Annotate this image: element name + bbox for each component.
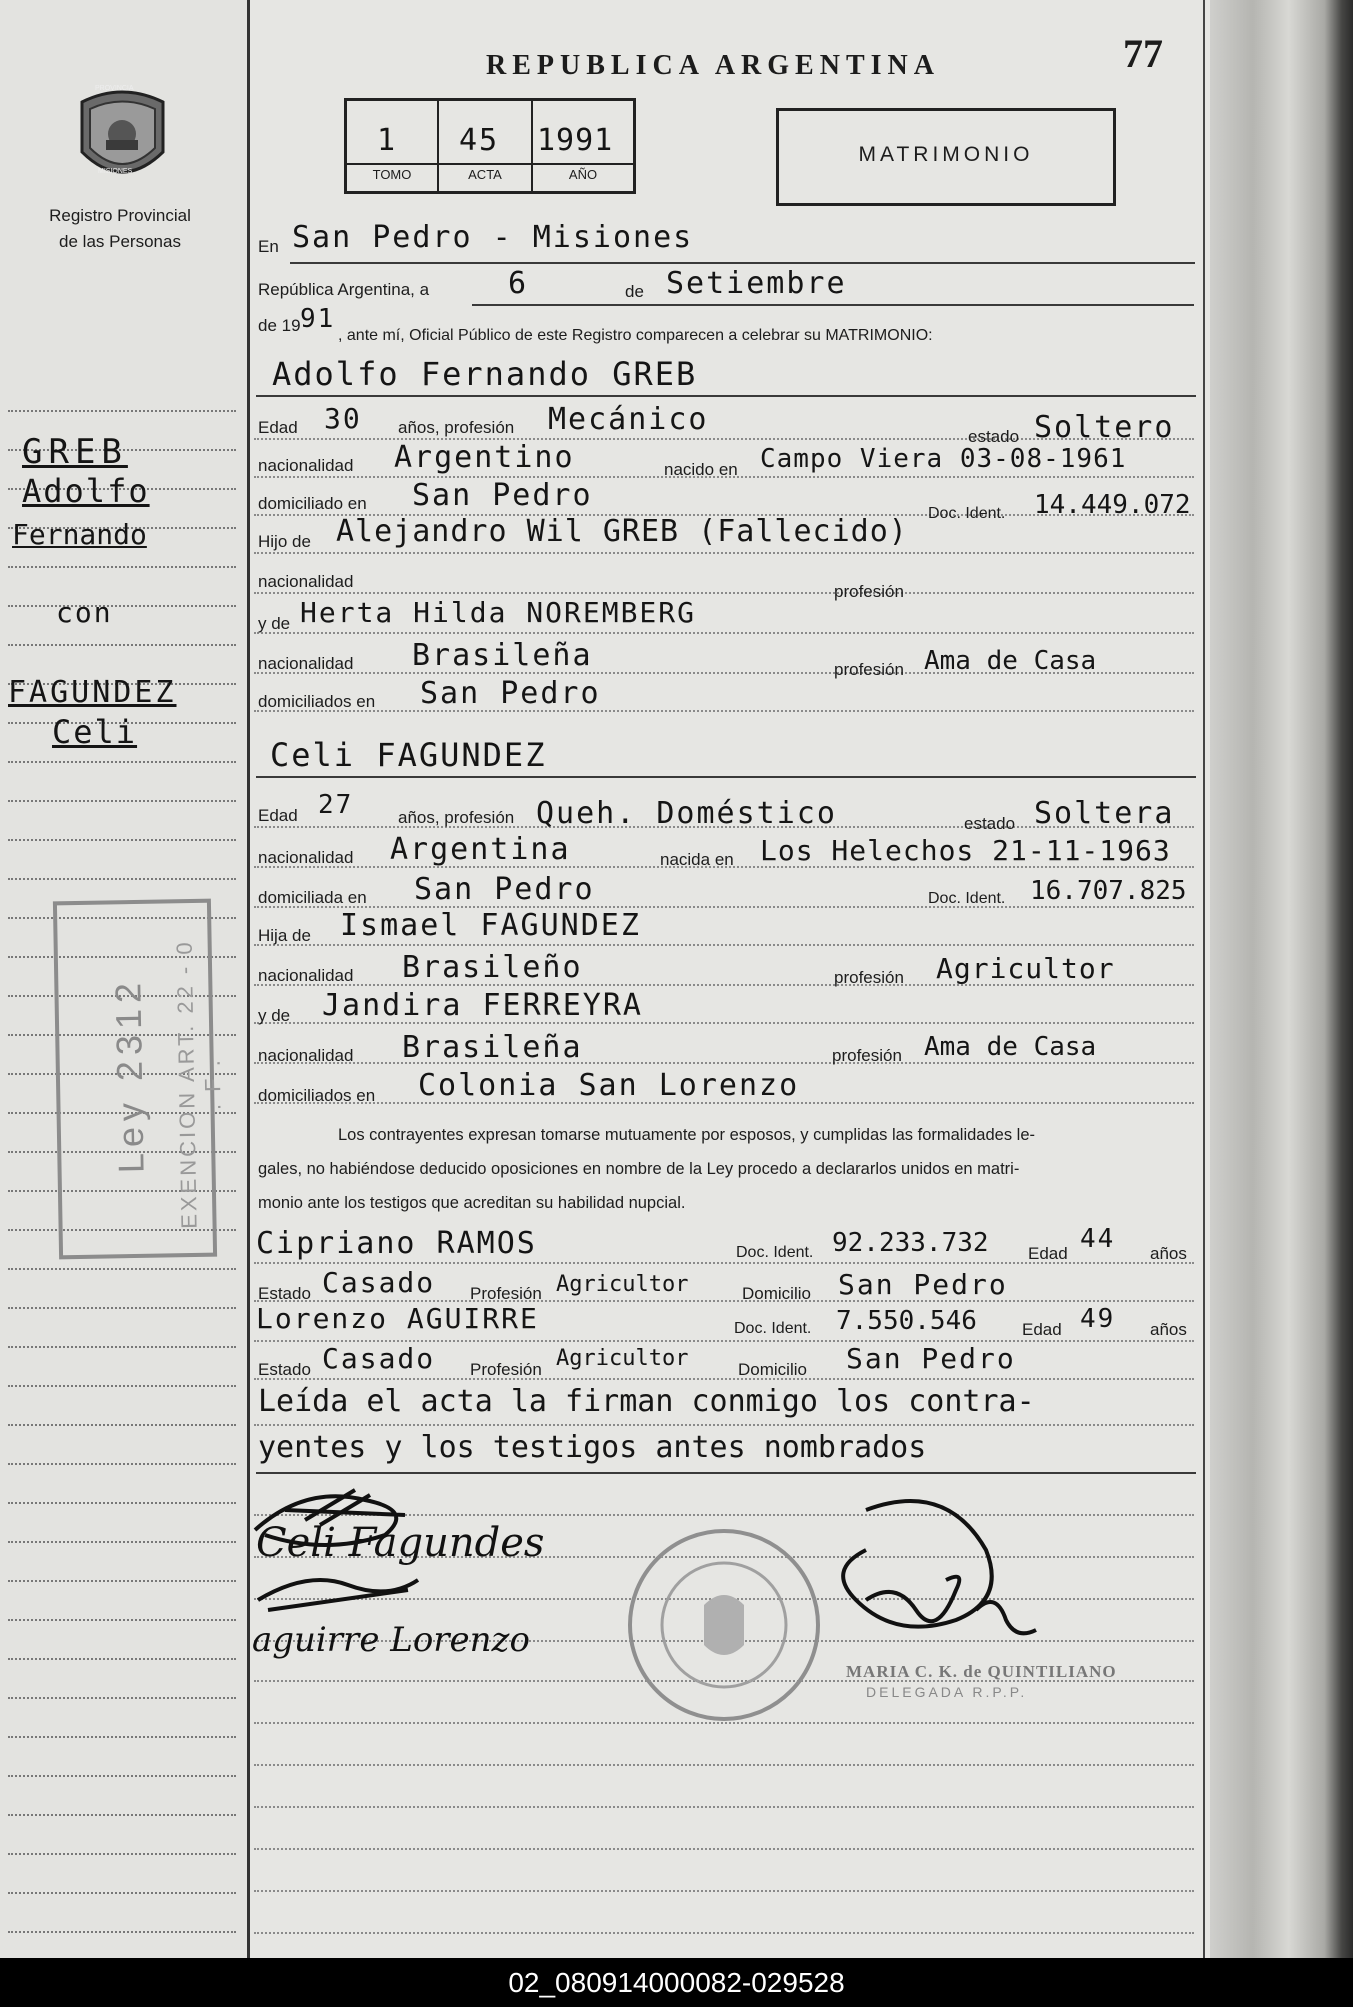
groom-domicilio: San Pedro [412, 478, 593, 513]
groom-edad-label: Edad [258, 418, 298, 437]
stamp-exemption: EXENCION ART. 22 - 0 . F . [171, 939, 226, 1230]
bride-prof3-label: profesión [832, 1046, 902, 1065]
groom-nac3-label: nacionalidad [258, 654, 354, 673]
month-value: Setiembre [666, 266, 847, 301]
witness-2-edad-label: Edad [1022, 1320, 1062, 1339]
margin-conjunction: con [56, 596, 113, 629]
margin-surname-2: FAGUNDEZ [8, 675, 177, 710]
margin-rule [8, 1697, 236, 1699]
groom-edad: 30 [324, 402, 362, 435]
bride-name: Celi FAGUNDEZ [270, 736, 547, 774]
witness-2-estado-label: Estado [258, 1360, 311, 1379]
province-seal-icon [70, 82, 175, 192]
bride-madre-prof: Ama de Casa [924, 1032, 1097, 1062]
bride-nacionalidad: Argentina [390, 832, 571, 867]
official-round-stamp-icon [624, 1525, 824, 1725]
bride-nacida: Los Helechos 21-11-1963 [760, 834, 1171, 867]
margin-rule [8, 1463, 236, 1465]
witness-2-anos-label: años [1150, 1320, 1187, 1339]
year-prefix: de 19 [258, 316, 301, 335]
seal-text-top: PROVINCIA [95, 85, 134, 92]
witness-2-dom-label: Domicilio [738, 1360, 807, 1379]
registry-title-2: de las Personas [59, 232, 181, 251]
officer-stamp-name: MARIA C. K. de QUINTILIANO [846, 1662, 1117, 1681]
margin-rule [8, 1892, 236, 1894]
registry-number-box [344, 98, 636, 194]
declaration-line-3: monio ante los testigos que acreditan su habilidad nupcial. [258, 1194, 686, 1212]
bride-prof2-label: profesión [834, 968, 904, 987]
closing-line-1: Leída el acta la firman conmigo los contra- [258, 1384, 1035, 1419]
witness-2-doc: 7.550.546 [836, 1306, 977, 1336]
bride-dom2-label: domiciliados en [258, 1086, 376, 1105]
groom-doc: 14.449.072 [1034, 490, 1191, 520]
bride-doc: 16.707.825 [1030, 876, 1187, 906]
margin-name-2: Fernando [12, 518, 147, 551]
margin-rule [8, 644, 236, 646]
groom-dom-label: domiciliado en [258, 494, 367, 513]
seal-text-bottom: MISIONES [98, 168, 133, 175]
groom-profesion: Mecánico [548, 402, 709, 437]
bride-yde-label: y de [258, 1006, 291, 1025]
margin-rule [8, 839, 236, 841]
groom-nacido-label: nacido en [664, 460, 738, 479]
margin-rule [8, 761, 236, 763]
registry-title-1: Registro Provincial [49, 206, 191, 225]
margin-rule [8, 410, 236, 412]
republic-label: República Argentina, a [258, 280, 430, 299]
margin-rule [8, 1541, 236, 1543]
acta-value: 45 [459, 123, 500, 158]
doc-type-box [776, 108, 1116, 206]
tomo-label: TOMO [372, 167, 412, 182]
margin-name-3: Celi [52, 713, 138, 751]
body-rule [254, 710, 1194, 712]
bride-nac-label: nacionalidad [258, 848, 354, 867]
stamp-law: Ley 2312 [107, 976, 152, 1174]
witness-1-doc: 92.233.732 [832, 1228, 989, 1258]
bride-nac2-label: nacionalidad [258, 966, 354, 985]
margin-rule [8, 878, 236, 880]
witness-1-edad-label: Edad [1028, 1244, 1068, 1263]
anio-value: 1991 [537, 123, 614, 158]
witness-2-prof-label: Profesión [470, 1360, 542, 1379]
margin-rule [8, 1658, 236, 1660]
bride-edad-label: Edad [258, 806, 298, 825]
bride-domicilio: San Pedro [414, 872, 595, 907]
body-rule [254, 1378, 1194, 1380]
witness-2-edad: 49 [1080, 1304, 1116, 1334]
groom-madre: Herta Hilda NOREMBERG [300, 596, 697, 629]
margin-rule [8, 1580, 236, 1582]
groom-anos-label: años, profesión [398, 418, 515, 437]
body-rule [254, 944, 1194, 946]
document-id-footer: 02_080914000082-029528 [0, 1958, 1353, 2007]
bride-doc-label: Doc. Ident. [928, 890, 1006, 907]
page-number: 77 [1123, 31, 1163, 76]
declaration-line-2: gales, no habiéndose deducido oposiciones en nombre de la Ley procedo a declararlos unidos en matri- [258, 1160, 1020, 1178]
witness-2-doc-label: Doc. Ident. [734, 1320, 812, 1337]
doc-type-label: MATRIMONIO [858, 143, 1034, 166]
body-rule [254, 632, 1194, 634]
bride-nacida-label: nacida en [660, 850, 734, 869]
body-rule [254, 1848, 1194, 1850]
book-edge [1210, 0, 1353, 1958]
body-rule [254, 1764, 1194, 1766]
groom-name-line [256, 395, 1196, 397]
acta-label: ACTA [468, 167, 502, 182]
margin-rule [8, 1346, 236, 1348]
groom-madre-prof: Ama de Casa [924, 646, 1097, 676]
intro-text: , ante mí, Oficial Público de este Registro comparecen a celebrar su MATRIMONIO: [338, 327, 933, 344]
groom-nac-label: nacionalidad [258, 456, 354, 475]
anio-label: AÑO [568, 167, 598, 182]
witness-1-edad: 44 [1080, 1224, 1116, 1254]
witness-2-name: Lorenzo AGUIRRE [256, 1302, 539, 1335]
body-rule [254, 592, 1194, 594]
bride-name-line [256, 776, 1196, 778]
groom-estado-label: estado [968, 427, 1020, 446]
bride-profesion: Queh. Doméstico [536, 796, 837, 831]
body-rule [254, 1424, 1194, 1426]
margin-name-1: Adolfo [22, 472, 150, 510]
groom-doc-label: Doc. Ident. [928, 505, 1006, 522]
margin-rule [8, 1424, 236, 1426]
year-suffix: 91 [300, 304, 336, 334]
body-rule [254, 1062, 1194, 1064]
bride-madre-nac: Brasileña [402, 1030, 583, 1065]
bride-anos-label: años, profesión [398, 808, 515, 827]
margin-rule [8, 1385, 236, 1387]
groom-nacionalidad: Argentino [394, 440, 575, 475]
bride-estado-label: estado [964, 814, 1016, 833]
de-label: de [625, 282, 644, 301]
margin-rule [8, 1619, 236, 1621]
day-value: 6 [508, 266, 529, 301]
witness-1-prof-label: Profesión [470, 1284, 542, 1303]
margin-rule [8, 1853, 236, 1855]
groom-nacido: Campo Viera 03-08-1961 [760, 444, 1127, 474]
witness-signature: aguirre Lorenzo [252, 1620, 530, 1660]
groom-dom2-label: domiciliados en [258, 692, 376, 711]
witness-2-estado: Casado [322, 1342, 436, 1375]
right-border [1203, 0, 1205, 1958]
date-line [472, 304, 1194, 306]
margin-divider [247, 0, 250, 1958]
place-value: San Pedro - Misiones [292, 220, 694, 255]
witness-2-domicilio: San Pedro [846, 1342, 1016, 1375]
closing-line-2: yentes y los testigos antes nombrados [258, 1430, 927, 1465]
officer-stamp-title: DELEGADA R.P.P. [866, 1684, 1028, 1700]
margin-rule [8, 800, 236, 802]
groom-prof3-label: profesión [834, 660, 904, 679]
body-rule [254, 552, 1194, 554]
margin-rule [8, 1775, 236, 1777]
margin-rule [8, 605, 236, 607]
box-label-rule [347, 163, 633, 165]
bride-hija-label: Hija de [258, 926, 311, 945]
witness-1-doc-label: Doc. Ident. [736, 1244, 814, 1261]
witness-1-dom-label: Domicilio [742, 1284, 811, 1303]
groom-madre-nac: Brasileña [412, 638, 593, 673]
bride-padres-dom: Colonia San Lorenzo [418, 1068, 800, 1103]
groom-padre: Alejandro Wil GREB (Fallecido) [336, 514, 908, 549]
bride-nac3-label: nacionalidad [258, 1046, 354, 1065]
witness-1-anos-label: años [1150, 1244, 1187, 1263]
witness-1-profesion: Agricultor [556, 1272, 689, 1297]
exemption-stamp [53, 899, 226, 1260]
body-rule [254, 1806, 1194, 1808]
groom-nac2-label: nacionalidad [258, 572, 354, 591]
margin-rule [8, 566, 236, 568]
witness-1-name: Cipriano RAMOS [256, 1226, 537, 1261]
body-rule [254, 1932, 1194, 1934]
country-title: REPUBLICA ARGENTINA [486, 50, 940, 81]
witness-2-profesion: Agricultor [556, 1346, 689, 1371]
officer-signature [806, 1490, 1066, 1690]
margin-rule [8, 1268, 236, 1270]
place-line [290, 262, 1195, 264]
declaration-line-1: Los contrayentes expresan tomarse mutuamente por esposos, y cumplidas las formalidades le- [338, 1126, 1036, 1144]
groom-prof2-label: profesión [834, 582, 904, 601]
body-rule [254, 1890, 1194, 1892]
witness-1-estado-label: Estado [258, 1284, 311, 1303]
closing-line [256, 1472, 1196, 1474]
bride-madre: Jandira FERREYRA [322, 988, 643, 1023]
groom-padres-dom: San Pedro [420, 676, 601, 711]
groom-yde-label: y de [258, 614, 291, 633]
bride-padre-prof: Agricultor [936, 952, 1115, 985]
groom-hijo-label: Hijo de [258, 532, 311, 551]
bride-edad: 27 [318, 790, 354, 820]
margin-rule [8, 1307, 236, 1309]
bride-signature-flourish [248, 1560, 428, 1620]
margin-surname: GREB [22, 432, 128, 472]
witness-1-estado: Casado [322, 1266, 436, 1299]
bride-estado: Soltera [1034, 796, 1175, 831]
witness-1-domicilio: San Pedro [838, 1268, 1008, 1301]
groom-estado: Soltero [1034, 410, 1175, 445]
margin-rule [8, 1931, 236, 1933]
bride-padre-nac: Brasileño [402, 950, 583, 985]
en-label: En [258, 237, 279, 256]
bride-padre: Ismael FAGUNDEZ [340, 908, 641, 943]
bride-dom-label: domiciliada en [258, 888, 367, 907]
tomo-value: 1 [377, 123, 398, 158]
margin-rule [8, 1814, 236, 1816]
margin-rule [8, 1736, 236, 1738]
groom-name: Adolfo Fernando GREB [272, 355, 698, 393]
margin-rule [8, 1502, 236, 1504]
bride-signature: Celi Fagundes [256, 1520, 545, 1566]
